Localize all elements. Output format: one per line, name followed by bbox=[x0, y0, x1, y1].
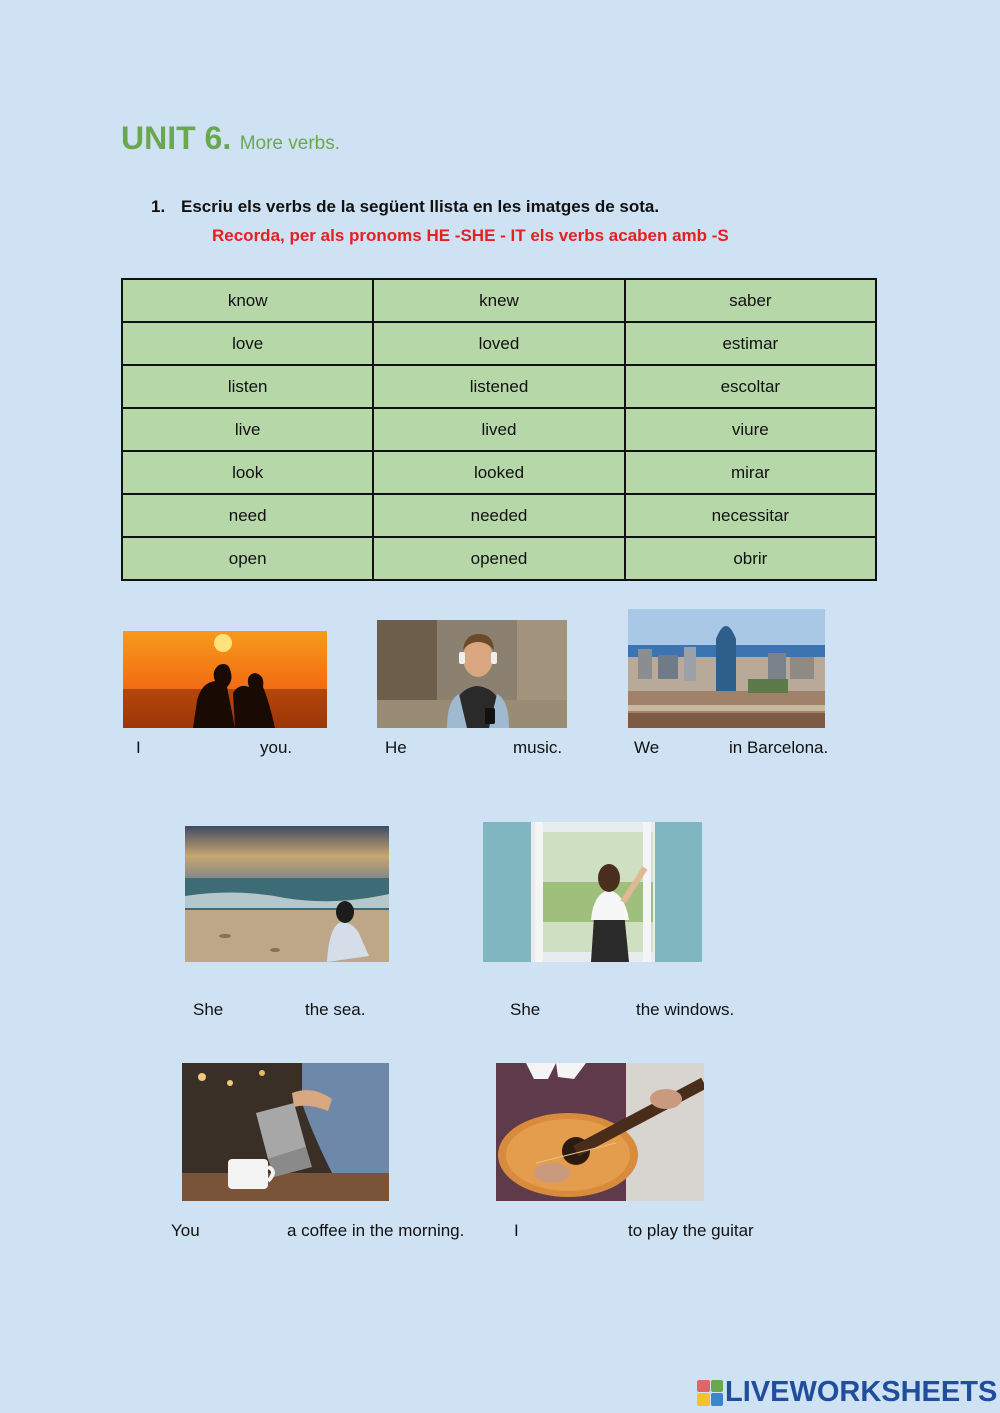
unit-subtitle: More verbs. bbox=[239, 133, 340, 154]
exercise-2 bbox=[385, 738, 407, 758]
answer-input-3[interactable] bbox=[664, 735, 728, 763]
table-row bbox=[122, 494, 876, 537]
exercise-3-rest: in Barcelona. bbox=[729, 738, 829, 757]
table-cell: opened bbox=[373, 537, 624, 580]
table-cell: lived bbox=[373, 408, 624, 451]
exercise-subject: I bbox=[514, 1221, 519, 1240]
table-cell: saber bbox=[625, 279, 876, 322]
exercise-subject: She bbox=[510, 1000, 541, 1019]
answer-input-5[interactable] bbox=[545, 997, 635, 1025]
exercise-5 bbox=[510, 1000, 540, 1020]
exercise-6-rest: a coffee in the morning. bbox=[287, 1221, 465, 1240]
barcelona-skyline-photo bbox=[628, 609, 825, 728]
answer-input-1[interactable] bbox=[150, 735, 256, 763]
instruction-number: 1. bbox=[151, 197, 166, 216]
table-row bbox=[122, 365, 876, 408]
table-cell: listened bbox=[373, 365, 624, 408]
exercise-1 bbox=[136, 738, 141, 758]
table-cell: love bbox=[122, 322, 373, 365]
table-row bbox=[122, 537, 876, 580]
exercise-7 bbox=[514, 1221, 519, 1241]
woman-window-photo bbox=[483, 822, 702, 962]
exercise-subject: I bbox=[136, 738, 141, 757]
exercise-5-rest: the windows. bbox=[636, 1000, 735, 1019]
exercise-6 bbox=[171, 1221, 200, 1241]
unit-label: UNIT 6. bbox=[121, 120, 232, 156]
guitar-photo bbox=[496, 1063, 704, 1201]
exercise-subject: We bbox=[634, 738, 660, 757]
table-cell: need bbox=[122, 494, 373, 537]
table-cell: looked bbox=[373, 451, 624, 494]
exercise-subject: She bbox=[193, 1000, 224, 1019]
exercise-2-rest: music. bbox=[513, 738, 563, 757]
liveworksheets-logo bbox=[697, 1376, 997, 1409]
table-cell: knew bbox=[373, 279, 624, 322]
table-cell: estimar bbox=[625, 322, 876, 365]
exercise-4 bbox=[193, 1000, 223, 1020]
table-cell: listen bbox=[122, 365, 373, 408]
page-title bbox=[121, 120, 340, 157]
table-cell: loved bbox=[373, 322, 624, 365]
instruction-text: Escriu els verbs de la següent llista en les imatges de sota. bbox=[181, 197, 660, 216]
table-cell: viure bbox=[625, 408, 876, 451]
table-cell: obrir bbox=[625, 537, 876, 580]
table-cell: look bbox=[122, 451, 373, 494]
man-headphones-photo bbox=[377, 620, 567, 728]
answer-input-4[interactable] bbox=[228, 997, 304, 1025]
woman-beach-photo bbox=[185, 826, 389, 962]
table-cell: know bbox=[122, 279, 373, 322]
table-cell: mirar bbox=[625, 451, 876, 494]
table-row bbox=[122, 322, 876, 365]
exercise-subject: He bbox=[385, 738, 407, 757]
table-cell: necessitar bbox=[625, 494, 876, 537]
exercise-1-rest: you. bbox=[260, 738, 293, 757]
table-cell: escoltar bbox=[625, 365, 876, 408]
table-row bbox=[122, 451, 876, 494]
table-cell: needed bbox=[373, 494, 624, 537]
answer-input-7[interactable] bbox=[530, 1218, 626, 1246]
exercise-subject: You bbox=[171, 1221, 200, 1240]
answer-input-6[interactable] bbox=[206, 1218, 284, 1246]
answer-input-2[interactable] bbox=[414, 735, 510, 763]
table-row bbox=[122, 279, 876, 322]
table-cell: live bbox=[122, 408, 373, 451]
pouring-coffee-photo bbox=[182, 1063, 389, 1201]
couple-sunset-photo bbox=[123, 631, 327, 728]
verb-table bbox=[121, 278, 877, 581]
logo-wordmark: LIVEWORKSHEETS bbox=[725, 1376, 998, 1408]
exercise-3 bbox=[634, 738, 659, 758]
reminder-text: Recorda, per als pronoms HE -SHE - IT els verbs acaben amb -S bbox=[212, 226, 729, 245]
instruction bbox=[151, 197, 659, 217]
table-row bbox=[122, 408, 876, 451]
logo-mark-icon bbox=[697, 1380, 723, 1406]
exercise-7-rest: to play the guitar bbox=[628, 1221, 754, 1240]
exercise-4-rest: the sea. bbox=[305, 1000, 366, 1019]
table-cell: open bbox=[122, 537, 373, 580]
